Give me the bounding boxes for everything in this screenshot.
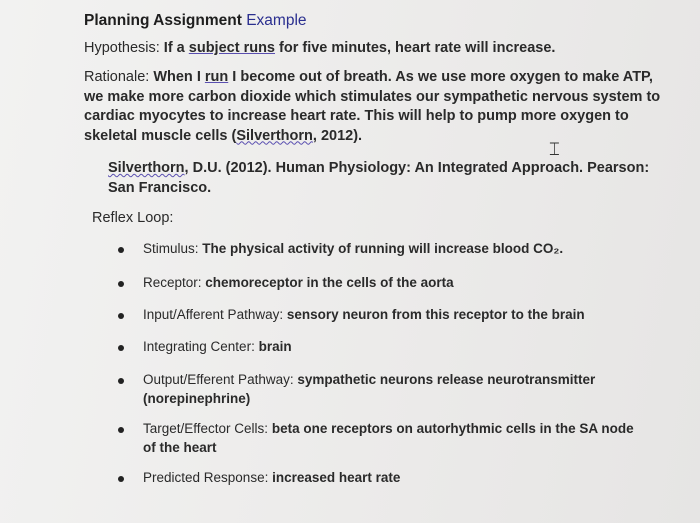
slide-title: [84, 12, 307, 30]
item-label: Target/Effector Cells:: [143, 421, 269, 436]
item-label: Input/Afferent Pathway:: [143, 307, 284, 322]
title-accent: Example: [246, 12, 307, 29]
citation-text: , D.U. (2012). Human Physiology: An Integrated Approach. Pearson: San Francisco.: [108, 160, 650, 196]
bullet-icon: [118, 345, 124, 351]
item-text: increased heart rate: [272, 470, 401, 485]
hypothesis-line: [84, 40, 555, 56]
item-label: Integrating Center:: [143, 339, 255, 354]
item-label: Output/Efferent Pathway:: [143, 372, 294, 387]
bullet-icon: [118, 378, 124, 384]
hypothesis-post: for five minutes, heart rate will increase.: [279, 40, 556, 56]
rationale-author: Silverthorn: [236, 127, 313, 144]
item-text: sympathetic neurons release neurotransmitter (norepinephrine): [143, 372, 596, 406]
rationale-label: Rationale:: [84, 69, 150, 85]
bullet-icon: [118, 476, 124, 482]
rationale-paragraph: [84, 68, 664, 146]
reflex-loop-heading: Reflex Loop:: [92, 210, 174, 226]
rationale-pre: When I: [153, 69, 201, 85]
item-text: beta one receptors on autorhythmic cells in the SA node of the heart: [143, 421, 634, 455]
rationale-mid: I become out of breath. As we use more oxygen to make ATP, we make more carbon dioxide which stimulates our sympathetic nervous system to cardiac myocytes to increase heart rate. This will help to pump more oxygen to skeletal muscle cells (: [84, 69, 661, 144]
rationale-end: , 2012).: [312, 127, 363, 144]
hypothesis-pre: If a: [163, 40, 185, 56]
bullet-icon: [118, 313, 124, 319]
item-label: Stimulus:: [143, 241, 199, 256]
bullet-icon: [118, 281, 124, 287]
item-text: chemoreceptor in the cells of the aorta: [205, 275, 454, 290]
item-text: brain: [258, 339, 292, 354]
text-cursor-icon: ⌶: [549, 139, 560, 160]
citation-author: Silverthorn: [108, 160, 185, 176]
title-bold: Planning Assignment: [84, 12, 242, 29]
item-label: Receptor:: [143, 275, 202, 290]
item-text: The physical activity of running will increase blood CO₂.: [202, 241, 564, 256]
bullet-icon: [118, 247, 124, 253]
citation: [108, 159, 678, 198]
bullet-icon: [118, 427, 124, 433]
item-text: sensory neuron from this receptor to the brain: [286, 307, 585, 322]
rationale-link[interactable]: run: [204, 69, 229, 85]
item-label: Predicted Response:: [143, 470, 269, 485]
hypothesis-link[interactable]: subject runs: [188, 40, 275, 56]
hypothesis-label: Hypothesis:: [84, 40, 160, 56]
